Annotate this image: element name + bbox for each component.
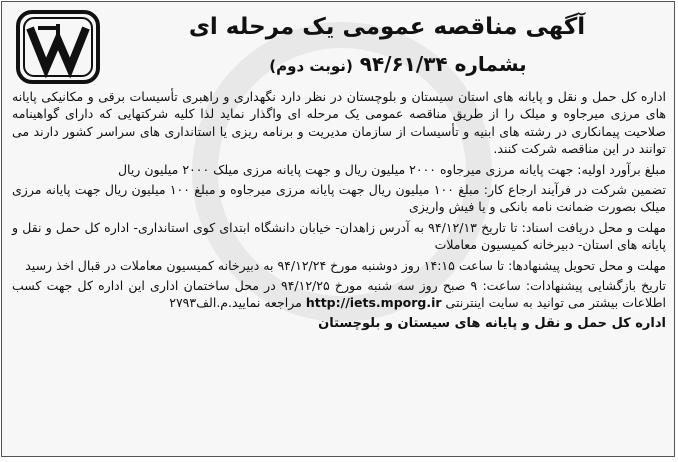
intro-paragraph: اداره کل حمل و نقل و پایانه های استان سیستان و بلوچستان در نظر دارد نگهداری و راهبری تأسیسات برقی و مکانیکی پایانه های مرزی میرجاوه و میلک را از طریق مناقصه عمومی یک مرحله ای واگذار نماید لذا کلیه شرکتهایی که دارای گواهینامه صلاحیت پیمانکاری در رشته های ابنیه و تأسیسات از سازمان مدیریت و برنامه ریزی یا استانداری های سراسر کشور دارند می توانند در این مناقصه شرکت کنند. [12,89,666,157]
documents-paragraph: مهلت و محل دریافت اسناد: تا تاریخ ۹۴/۱۲/۱۳ به آدرس زاهدان- خیابان دانشگاه ابتدای کوی استانداری- اداره کل حمل و نقل و پایانه های استان- دبیرخانه کمیسیون معاملات [12,219,666,253]
website-link[interactable]: http://iets.mporg.ir [305,295,442,311]
guarantee-paragraph: تضمین شرکت در فرآیند ارجاع کار: مبلغ ۱۰۰ میلیون ریال جهت پایانه مرزی میرجاوه و مبلغ ۱۰۰ میلیون ریال جهت پایانه مرزی میلک بصورت ضمانت نامه بانکی و یا فیش واریزی [12,182,666,215]
estimate-paragraph: مبلغ برآورد اولیه: جهت پایانه مرزی میرجاوه ۲۰۰۰ میلیون ریال و جهت پایانه مرزی میلک ۲۰۰۰ میلیون ریال [117,161,666,177]
advertisement-header [2,2,674,88]
delivery-paragraph: مهلت و محل تحویل پیشنهادها: تا ساعت ۱۴:۱۵ روز دوشنبه مورخ ۹۴/۱۲/۲۴ به دبیرخانه کمیسیون معاملات در قبال اخذ رسید [25,257,666,273]
publication-round: (نوبت دوم) [269,57,353,75]
opening-text-end: مراجعه نمایید.م.الف۲۷۹۳ [169,295,302,311]
opening-paragraph [12,277,666,312]
issuer-signature: اداره کل حمل و نقل و پایانه های سیستان و بلوچستان [318,315,666,331]
tender-number [202,50,594,80]
advertisement-title: آگهی مناقصه عمومی یک مرحله ای [188,14,586,40]
advertisement-body [12,88,666,335]
opening-text: تاریخ بازگشایی پیشنهادات: ساعت: ۹ صبح روز سه شنبه مورخ ۹۴/۱۲/۲۵ در محل ساختمان اداری این اداره کل جهت کسب اطلاعات بیشتر می توانید به سایت اینترنتی [12,278,667,311]
organization-emblem-icon [16,10,100,84]
tender-advertisement [1,1,675,457]
tender-number-label: بشماره ۹۴/۶۱/۳۴ [359,52,527,76]
